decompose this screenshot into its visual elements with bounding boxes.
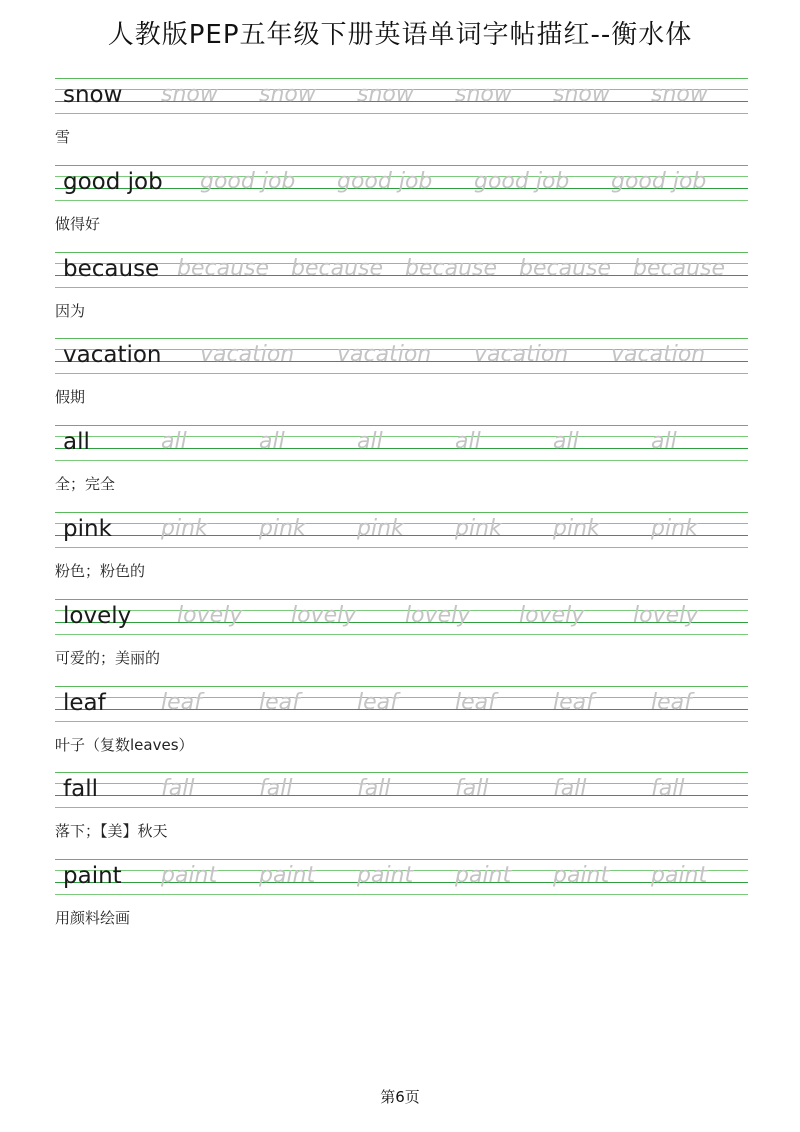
trace-word: paint xyxy=(259,863,316,889)
guide-line xyxy=(55,721,748,722)
guide-line xyxy=(55,697,748,698)
word-entry xyxy=(55,512,748,598)
trace-word: good job xyxy=(474,168,570,194)
trace-word: because xyxy=(405,255,498,281)
guide-line xyxy=(55,859,748,860)
trace-word: vacation xyxy=(337,342,432,368)
guide-line xyxy=(55,113,748,114)
chinese-meaning: 用颜料绘画 xyxy=(55,909,131,928)
english-word: snow xyxy=(63,82,123,108)
trace-word: pink xyxy=(259,516,306,541)
word-entry xyxy=(55,686,748,772)
trace-word: because xyxy=(291,255,384,281)
trace-word: all xyxy=(161,429,187,455)
chinese-meaning: 雪 xyxy=(55,128,71,146)
trace-word: snow xyxy=(553,82,610,107)
trace-word: lovely xyxy=(291,602,357,628)
chinese-meaning: 因为 xyxy=(55,301,86,320)
trace-word: paint xyxy=(161,863,218,889)
page-number: 第6页 xyxy=(380,1088,420,1106)
trace-word: leaf xyxy=(553,689,594,715)
word-entry xyxy=(55,165,748,251)
trace-word: all xyxy=(259,429,285,455)
trace-word: lovely xyxy=(177,602,243,628)
chinese-meaning: 做得好 xyxy=(55,214,101,233)
guide-line xyxy=(55,252,748,253)
trace-word: fall xyxy=(357,776,391,802)
trace-word: fall xyxy=(651,776,685,802)
trace-word: fall xyxy=(259,776,293,802)
trace-word: vacation xyxy=(200,342,295,368)
trace-word: paint xyxy=(455,863,512,889)
trace-word: all xyxy=(357,429,383,455)
english-word: good job xyxy=(63,168,163,195)
guide-line xyxy=(55,460,748,461)
english-word: lovely xyxy=(63,602,132,629)
trace-word: good job xyxy=(611,168,707,194)
word-entry xyxy=(55,425,748,511)
guide-line xyxy=(55,165,748,166)
trace-word: good job xyxy=(200,168,296,194)
trace-word: leaf xyxy=(161,689,202,715)
trace-word: because xyxy=(633,255,726,281)
english-word: paint xyxy=(63,863,122,890)
trace-word: fall xyxy=(553,776,587,802)
chinese-meaning: 粉色；粉色的 xyxy=(55,562,146,580)
trace-word: leaf xyxy=(357,689,398,715)
trace-word: good job xyxy=(337,168,433,194)
guide-line xyxy=(55,599,748,600)
english-word: fall xyxy=(63,776,98,803)
chinese-meaning: 假期 xyxy=(55,388,86,407)
guide-line xyxy=(55,448,748,449)
trace-word: snow xyxy=(455,82,512,107)
trace-word: pink xyxy=(553,516,600,541)
guide-line xyxy=(55,200,748,201)
writing-guide-lines xyxy=(55,772,748,808)
guide-line xyxy=(55,686,748,687)
trace-word: pink xyxy=(161,516,208,541)
trace-word: leaf xyxy=(455,689,496,715)
trace-word: paint xyxy=(651,863,708,889)
chinese-meaning: 可爱的；美丽的 xyxy=(55,648,161,667)
trace-word: snow xyxy=(259,82,316,107)
trace-word: lovely xyxy=(519,602,585,628)
guide-line xyxy=(55,709,748,710)
page-title: 人教版PEP五年级下册英语单词字帖描红--衡水体 xyxy=(107,20,693,50)
word-entry xyxy=(55,252,748,338)
trace-word: leaf xyxy=(259,689,300,715)
english-word: because xyxy=(63,255,160,282)
word-entry xyxy=(55,599,748,685)
guide-line xyxy=(55,78,748,79)
guide-line xyxy=(55,783,748,784)
trace-word: pink xyxy=(357,516,404,541)
trace-word: because xyxy=(519,255,612,281)
trace-word: snow xyxy=(651,82,708,107)
trace-word: lovely xyxy=(405,602,471,628)
trace-word: snow xyxy=(357,82,414,107)
guide-line xyxy=(55,373,748,374)
trace-word: pink xyxy=(455,516,502,541)
trace-word: lovely xyxy=(633,602,699,628)
english-word: pink xyxy=(63,516,112,542)
english-word: vacation xyxy=(63,342,162,369)
trace-word: vacation xyxy=(611,342,706,368)
trace-word: because xyxy=(177,255,270,281)
trace-word: all xyxy=(455,429,481,455)
trace-word: paint xyxy=(553,863,610,889)
english-word: all xyxy=(63,429,90,456)
guide-line xyxy=(55,807,748,808)
guide-line xyxy=(55,338,748,339)
trace-word: pink xyxy=(651,516,698,541)
trace-word: paint xyxy=(357,863,414,889)
trace-word: snow xyxy=(161,82,218,107)
trace-word: fall xyxy=(455,776,489,802)
guide-line xyxy=(55,772,748,773)
guide-line xyxy=(55,425,748,426)
word-entry xyxy=(55,859,748,945)
word-entry xyxy=(55,772,748,858)
trace-word: vacation xyxy=(474,342,569,368)
guide-line xyxy=(55,894,748,895)
trace-word: all xyxy=(553,429,579,455)
writing-guide-lines xyxy=(55,425,748,461)
chinese-meaning: 全；完全 xyxy=(55,475,116,494)
word-entry xyxy=(55,338,748,424)
chinese-meaning: 落下；【美】秋天 xyxy=(55,822,168,841)
chinese-meaning: 叶子（复数leaves） xyxy=(55,735,194,754)
guide-line xyxy=(55,287,748,288)
trace-word: leaf xyxy=(651,689,692,715)
trace-word: all xyxy=(651,429,677,455)
word-entry xyxy=(55,78,748,164)
trace-word: fall xyxy=(161,776,195,802)
guide-line xyxy=(55,795,748,796)
guide-line xyxy=(55,436,748,437)
english-word: leaf xyxy=(63,689,106,716)
guide-line xyxy=(55,547,748,548)
guide-line xyxy=(55,512,748,513)
guide-line xyxy=(55,634,748,635)
writing-guide-lines xyxy=(55,686,748,722)
